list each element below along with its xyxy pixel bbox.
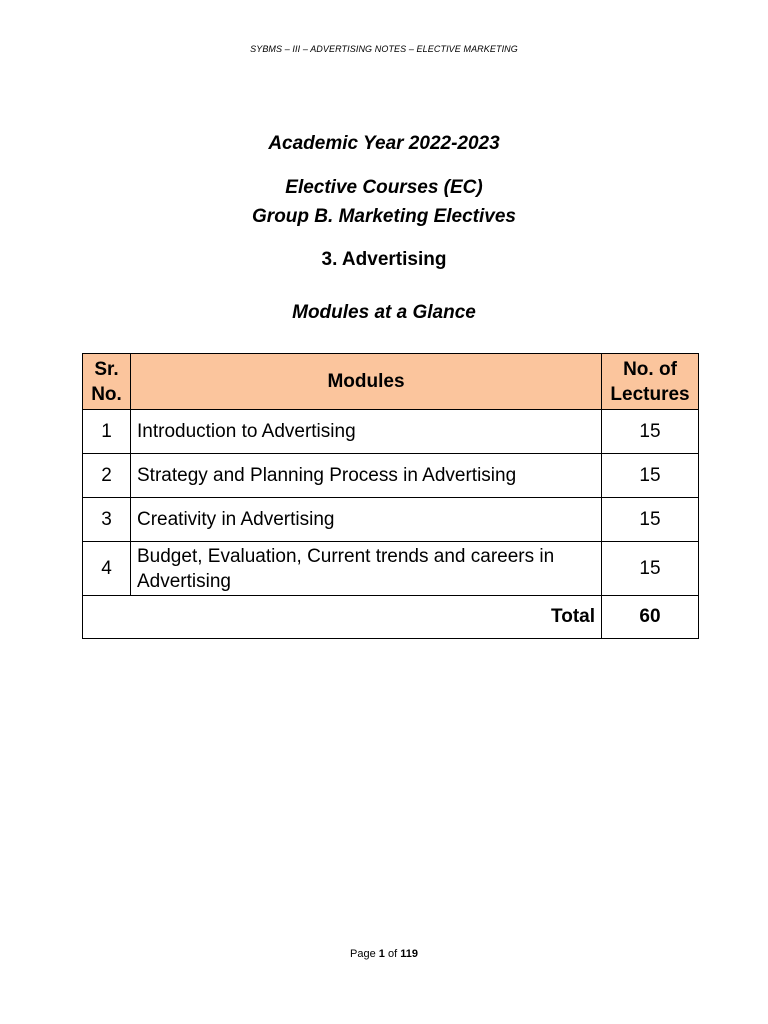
row-sr-no: 2 — [83, 454, 131, 498]
header-lectures: No. of Lectures — [602, 354, 699, 410]
modules-at-a-glance-heading: Modules at a Glance — [292, 302, 476, 323]
row-sr-no: 3 — [83, 498, 131, 542]
page-footer — [0, 948, 768, 960]
table-row — [83, 542, 699, 596]
row-lectures: 15 — [602, 410, 699, 454]
page-label: Page — [350, 948, 376, 960]
row-sr-no: 4 — [83, 542, 131, 596]
header-modules: Modules — [131, 354, 602, 410]
page-total: 119 — [400, 948, 418, 960]
academic-year-title: Academic Year 2022-2023 — [268, 133, 500, 154]
running-header: SYBMS – III – ADVERTISING NOTES – ELECTIVE MARKETING — [250, 44, 518, 54]
row-lectures: 15 — [602, 542, 699, 596]
row-module: Introduction to Advertising — [131, 410, 602, 454]
header-sr-no: Sr. No. — [83, 354, 131, 410]
course-title: 3. Advertising — [321, 249, 447, 270]
row-module: Budget, Evaluation, Current trends and careers in Advertising — [131, 542, 602, 596]
page-of: of — [387, 948, 398, 960]
table-row — [83, 454, 699, 498]
total-label: Total — [83, 596, 602, 639]
group-title: Group B. Marketing Electives — [252, 206, 516, 227]
row-sr-no: 1 — [83, 410, 131, 454]
elective-courses-title: Elective Courses (EC) — [285, 177, 483, 198]
total-value: 60 — [602, 596, 699, 639]
table-header-row — [83, 354, 699, 410]
table-row — [83, 410, 699, 454]
row-module: Strategy and Planning Process in Advertising — [131, 454, 602, 498]
page-current: 1 — [378, 948, 385, 960]
row-lectures: 15 — [602, 454, 699, 498]
total-row — [83, 596, 699, 639]
row-lectures: 15 — [602, 498, 699, 542]
row-module: Creativity in Advertising — [131, 498, 602, 542]
modules-table — [82, 353, 699, 639]
table-row — [83, 498, 699, 542]
